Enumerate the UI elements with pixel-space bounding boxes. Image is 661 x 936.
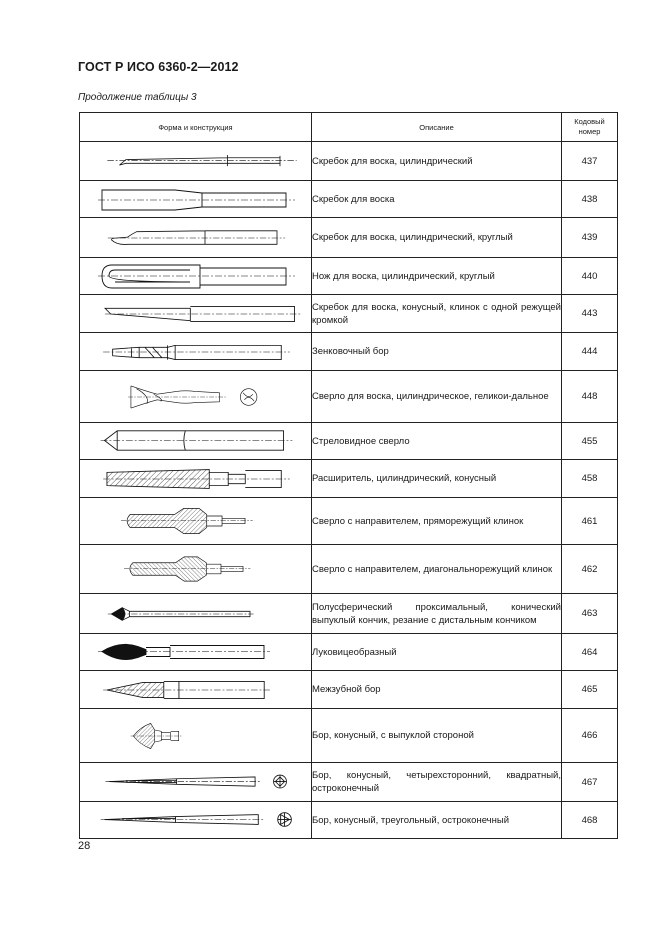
table-row — [80, 460, 618, 498]
bulb-shaped-icon — [80, 634, 312, 670]
code-cell: 467 — [562, 763, 618, 802]
code-cell: 438 — [562, 181, 618, 218]
code-cell: 440 — [562, 258, 618, 295]
code-cell: 448 — [562, 371, 618, 423]
code-cell: 458 — [562, 460, 618, 498]
shape-cell — [80, 423, 312, 460]
description-cell: Зенковочный бор — [312, 333, 562, 371]
code-cell: 464 — [562, 634, 618, 671]
shape-cell — [80, 218, 312, 258]
shape-cell — [80, 295, 312, 333]
table-row — [80, 594, 618, 634]
shape-cell — [80, 545, 312, 594]
table-row — [80, 709, 618, 763]
page-number: 28 — [78, 840, 91, 852]
shape-cell — [80, 709, 312, 763]
reamer-icon — [80, 461, 312, 497]
table-row — [80, 802, 618, 839]
conical-scraper-icon — [80, 296, 312, 332]
code-cell: 465 — [562, 671, 618, 709]
description-cell: Сверло для воска, цилиндрическое, геликои-дальное — [312, 371, 562, 423]
code-cell: 466 — [562, 709, 618, 763]
shape-cell — [80, 634, 312, 671]
triangular-bur-icon — [80, 802, 312, 838]
description-cell: Луковицеобразный — [312, 634, 562, 671]
shape-cell — [80, 181, 312, 218]
shape-cell — [80, 671, 312, 709]
table-row — [80, 634, 618, 671]
code-cell: 455 — [562, 423, 618, 460]
cylindrical-wax-scraper-icon — [80, 143, 312, 179]
shape-cell — [80, 142, 312, 181]
table-row — [80, 218, 618, 258]
description-cell: Бор, конусный, с выпуклой стороной — [312, 709, 562, 763]
wax-scraper-icon — [80, 181, 312, 217]
table-row — [80, 295, 618, 333]
table-header-row — [80, 113, 618, 142]
table-row — [80, 333, 618, 371]
code-cell: 437 — [562, 142, 618, 181]
description-cell: Полусферический проксимальный, конический выпуклый кончик, резание с дистальным кончиком — [312, 594, 562, 634]
four-sided-bur-icon — [80, 764, 312, 800]
description-cell: Сверло с направителем, пряморежущий клинок — [312, 498, 562, 545]
description-cell: Бор, конусный, четырехсторонний, квадратный, остроконечный — [312, 763, 562, 802]
shape-cell — [80, 333, 312, 371]
shape-cell — [80, 498, 312, 545]
shape-cell — [80, 594, 312, 634]
code-cell: 461 — [562, 498, 618, 545]
description-cell: Нож для воска, цилиндрический, круглый — [312, 258, 562, 295]
table-row — [80, 142, 618, 181]
code-cell: 439 — [562, 218, 618, 258]
shape-cell — [80, 802, 312, 839]
table-row — [80, 423, 618, 460]
pilot-drill-straight-icon — [80, 503, 312, 539]
header-code-line1: Кодовый — [574, 117, 605, 126]
shape-cell — [80, 763, 312, 802]
description-cell: Стреловидное сверло — [312, 423, 562, 460]
table-row — [80, 498, 618, 545]
helicoidal-drill-icon — [80, 379, 312, 415]
conical-convex-bur-icon — [80, 718, 312, 754]
description-cell: Сверло с направителем, диагональнорежущий клинок — [312, 545, 562, 594]
description-cell: Скребок для воска, цилиндрический, круглый — [312, 218, 562, 258]
shape-cell — [80, 460, 312, 498]
code-cell: 463 — [562, 594, 618, 634]
pilot-drill-diagonal-icon — [80, 551, 312, 587]
header-description: Описание — [312, 113, 562, 142]
code-cell: 444 — [562, 333, 618, 371]
table-row — [80, 258, 618, 295]
table-row — [80, 545, 618, 594]
shape-cell — [80, 371, 312, 423]
code-cell: 468 — [562, 802, 618, 839]
instrument-table — [79, 112, 618, 839]
shape-cell — [80, 258, 312, 295]
header-code-line2: номер — [578, 127, 601, 136]
arrow-drill-icon — [80, 423, 312, 459]
countersink-bur-icon — [80, 334, 312, 370]
round-wax-scraper-icon — [80, 220, 312, 256]
code-cell: 443 — [562, 295, 618, 333]
wax-knife-icon — [80, 258, 312, 294]
header-code — [562, 113, 618, 142]
code-cell: 462 — [562, 545, 618, 594]
description-cell: Скребок для воска — [312, 181, 562, 218]
hemispherical-tip-icon — [80, 596, 312, 632]
description-cell: Межзубной бор — [312, 671, 562, 709]
description-cell: Расширитель, цилиндрический, конусный — [312, 460, 562, 498]
table-row — [80, 371, 618, 423]
table-caption: Продолжение таблицы 3 — [78, 92, 197, 103]
description-cell: Скребок для воска, конусный, клинок с одной режущей кромкой — [312, 295, 562, 333]
description-cell: Скребок для воска, цилиндрический — [312, 142, 562, 181]
table-row — [80, 671, 618, 709]
header-shape: Форма и конструкция — [80, 113, 312, 142]
description-cell: Бор, конусный, треугольный, остроконечный — [312, 802, 562, 839]
table-row — [80, 181, 618, 218]
interdental-bur-icon — [80, 672, 312, 708]
table-row — [80, 763, 618, 802]
document-title: ГОСТ Р ИСО 6360-2—2012 — [78, 60, 239, 74]
